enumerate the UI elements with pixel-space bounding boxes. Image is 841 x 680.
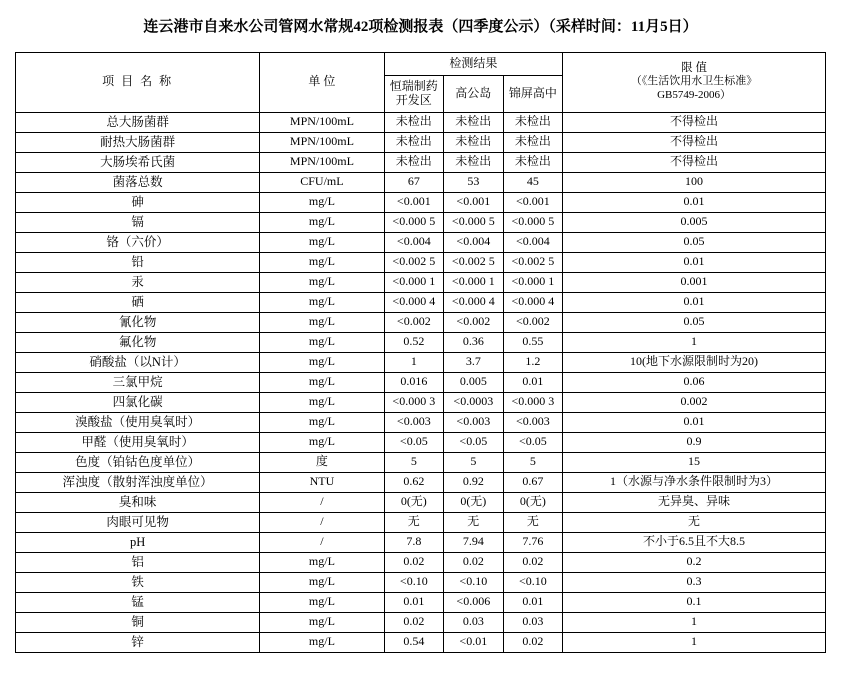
cell-item-name: 氟化物 [16,332,260,352]
table-body [16,112,826,652]
table-row [16,552,826,572]
cell-result-site-3: 0(无) [503,492,563,512]
cell-limit: 0.01 [563,412,826,432]
table-row [16,312,826,332]
column-header-item-name: 项 目 名 称 [16,52,260,112]
cell-result-site-2: <0.000 4 [444,292,504,312]
cell-unit: mg/L [260,552,384,572]
cell-result-site-1: <0.10 [384,572,444,592]
cell-limit: 0.3 [563,572,826,592]
table-row [16,412,826,432]
cell-item-name: 铬（六价） [16,232,260,252]
cell-unit: mg/L [260,412,384,432]
cell-result-site-3: 未检出 [503,112,563,132]
cell-item-name: 铁 [16,572,260,592]
cell-limit: 0.01 [563,252,826,272]
table-row [16,272,826,292]
cell-unit: mg/L [260,592,384,612]
table-row [16,112,826,132]
cell-limit: 0.002 [563,392,826,412]
cell-limit: 不得检出 [563,152,826,172]
cell-result-site-2: 未检出 [444,112,504,132]
cell-result-site-1: 0.02 [384,552,444,572]
cell-result-site-1: 67 [384,172,444,192]
cell-result-site-3: 0.55 [503,332,563,352]
cell-item-name: 臭和味 [16,492,260,512]
cell-item-name: 硒 [16,292,260,312]
cell-result-site-3: 0.03 [503,612,563,632]
table-row [16,452,826,472]
cell-item-name: 锰 [16,592,260,612]
cell-result-site-2: 5 [444,452,504,472]
cell-unit: mg/L [260,272,384,292]
cell-item-name: 四氯化碳 [16,392,260,412]
cell-item-name: 大肠埃希氏菌 [16,152,260,172]
cell-result-site-3: <0.004 [503,232,563,252]
cell-result-site-2: 未检出 [444,152,504,172]
table-row [16,192,826,212]
cell-limit: 1（水源与净水条件限制时为3） [563,472,826,492]
cell-result-site-2: <0.001 [444,192,504,212]
column-header-results-group: 检测结果 [384,52,563,75]
cell-result-site-2: <0.006 [444,592,504,612]
cell-result-site-1: 0(无) [384,492,444,512]
cell-result-site-3: <0.000 3 [503,392,563,412]
cell-limit: 15 [563,452,826,472]
table-row [16,592,826,612]
cell-result-site-1: <0.000 3 [384,392,444,412]
table-row [16,152,826,172]
cell-result-site-3: <0.002 [503,312,563,332]
cell-result-site-1: 0.02 [384,612,444,632]
cell-result-site-3: <0.000 1 [503,272,563,292]
cell-unit: mg/L [260,572,384,592]
cell-item-name: 甲醛（使用臭氧时） [16,432,260,452]
cell-result-site-1: 5 [384,452,444,472]
cell-result-site-2: <0.000 1 [444,272,504,292]
cell-item-name: 色度（铂钴色度单位） [16,452,260,472]
cell-result-site-1: 未检出 [384,112,444,132]
cell-result-site-3: 7.76 [503,532,563,552]
cell-unit: mg/L [260,612,384,632]
cell-limit: 0.01 [563,192,826,212]
cell-result-site-2: 53 [444,172,504,192]
cell-result-site-1: 0.52 [384,332,444,352]
cell-limit: 0.01 [563,292,826,312]
cell-result-site-3: <0.05 [503,432,563,452]
cell-item-name: 浑浊度（散射浑浊度单位） [16,472,260,492]
cell-limit: 0.2 [563,552,826,572]
cell-limit: 0.005 [563,212,826,232]
cell-limit: 0.1 [563,592,826,612]
cell-item-name: 三氯甲烷 [16,372,260,392]
cell-result-site-1: 未检出 [384,132,444,152]
cell-item-name: 溴酸盐（使用臭氧时） [16,412,260,432]
cell-unit: / [260,512,384,532]
cell-limit: 无异臭、异味 [563,492,826,512]
cell-unit: mg/L [260,332,384,352]
cell-result-site-2: 3.7 [444,352,504,372]
table-row [16,612,826,632]
cell-result-site-3: <0.002 5 [503,252,563,272]
column-header-unit: 单 位 [260,52,384,112]
cell-limit: 1 [563,332,826,352]
table-row [16,352,826,372]
cell-result-site-2: <0.004 [444,232,504,252]
cell-result-site-2: <0.05 [444,432,504,452]
cell-result-site-1: <0.002 5 [384,252,444,272]
cell-unit: CFU/mL [260,172,384,192]
cell-limit: 0.9 [563,432,826,452]
cell-result-site-3: 0.01 [503,372,563,392]
table-row [16,292,826,312]
cell-limit: 不小于6.5且不大8.5 [563,532,826,552]
page-title: 连云港市自来水公司管网水常规42项检测报表（四季度公示）（采样时间：11月5日） [143,19,698,35]
cell-unit: mg/L [260,632,384,652]
cell-result-site-1: <0.000 1 [384,272,444,292]
cell-unit: mg/L [260,372,384,392]
cell-unit: mg/L [260,212,384,232]
table-row [16,332,826,352]
cell-result-site-1: <0.05 [384,432,444,452]
cell-result-site-1: <0.004 [384,232,444,252]
cell-item-name: 耐热大肠菌群 [16,132,260,152]
cell-limit: 0.05 [563,312,826,332]
cell-result-site-1: 0.016 [384,372,444,392]
cell-result-site-1: 未检出 [384,152,444,172]
cell-result-site-2: <0.10 [444,572,504,592]
table-row [16,632,826,652]
cell-unit: mg/L [260,312,384,332]
cell-item-name: 氰化物 [16,312,260,332]
cell-limit: 不得检出 [563,132,826,152]
cell-unit: mg/L [260,432,384,452]
cell-item-name: 铅 [16,252,260,272]
limit-standard-line2: GB5749-2006） [657,89,732,102]
cell-result-site-2: <0.01 [444,632,504,652]
cell-unit: mg/L [260,252,384,272]
cell-result-site-2: <0.002 [444,312,504,332]
cell-result-site-3: 未检出 [503,132,563,152]
column-header-limit-group [563,52,826,112]
table-row [16,172,826,192]
table-row [16,532,826,552]
column-header-site-2: 高公岛 [444,75,504,112]
cell-unit: mg/L [260,232,384,252]
cell-result-site-1: 0.01 [384,592,444,612]
cell-unit: mg/L [260,292,384,312]
table-row [16,492,826,512]
cell-result-site-3: <0.003 [503,412,563,432]
cell-item-name: 总大肠菌群 [16,112,260,132]
cell-result-site-3: 未检出 [503,152,563,172]
cell-result-site-2: <0.002 5 [444,252,504,272]
table-row [16,432,826,452]
cell-result-site-2: 0(无) [444,492,504,512]
table-header-row-1 [16,52,826,75]
cell-item-name: 硝酸盐（以N计） [16,352,260,372]
cell-unit: MPN/100mL [260,132,384,152]
cell-unit: MPN/100mL [260,112,384,132]
cell-result-site-2: 0.92 [444,472,504,492]
cell-unit: NTU [260,472,384,492]
cell-result-site-3: <0.000 4 [503,292,563,312]
cell-result-site-1: <0.000 4 [384,292,444,312]
table-row [16,392,826,412]
cell-result-site-3: <0.10 [503,572,563,592]
cell-item-name: 菌落总数 [16,172,260,192]
cell-item-name: 铝 [16,552,260,572]
cell-limit: 不得检出 [563,112,826,132]
cell-item-name: 镉 [16,212,260,232]
table-row [16,572,826,592]
cell-item-name: 汞 [16,272,260,292]
cell-result-site-3: 无 [503,512,563,532]
cell-unit: mg/L [260,392,384,412]
limit-group-title: 限 值 [681,62,707,75]
cell-result-site-2: 无 [444,512,504,532]
cell-item-name: 锌 [16,632,260,652]
cell-result-site-3: 0.02 [503,632,563,652]
cell-result-site-1: 0.62 [384,472,444,492]
cell-unit: / [260,492,384,512]
cell-result-site-2: 0.36 [444,332,504,352]
cell-item-name: 肉眼可见物 [16,512,260,532]
cell-limit: 0.05 [563,232,826,252]
cell-result-site-2: 0.005 [444,372,504,392]
cell-limit: 100 [563,172,826,192]
table-row [16,512,826,532]
cell-result-site-1: 0.54 [384,632,444,652]
limit-standard-line1: （《生活饮用水卫生标准》 [630,75,758,88]
cell-unit: mg/L [260,352,384,372]
cell-result-site-3: 0.01 [503,592,563,612]
cell-limit: 10(地下水源限制时为20) [563,352,826,372]
water-quality-table [15,52,826,653]
cell-unit: / [260,532,384,552]
cell-result-site-2: 0.03 [444,612,504,632]
cell-limit: 0.001 [563,272,826,292]
cell-result-site-1: <0.000 5 [384,212,444,232]
cell-result-site-3: <0.001 [503,192,563,212]
cell-unit: MPN/100mL [260,152,384,172]
cell-result-site-3: <0.000 5 [503,212,563,232]
cell-limit: 1 [563,632,826,652]
cell-item-name: 砷 [16,192,260,212]
cell-result-site-1: 7.8 [384,532,444,552]
table-head [16,52,826,112]
cell-result-site-3: 0.67 [503,472,563,492]
cell-result-site-3: 1.2 [503,352,563,372]
cell-result-site-1: <0.002 [384,312,444,332]
cell-result-site-1: <0.003 [384,412,444,432]
cell-limit: 0.06 [563,372,826,392]
column-header-site-3: 锦屏高中 [503,75,563,112]
cell-result-site-1: <0.001 [384,192,444,212]
cell-result-site-3: 0.02 [503,552,563,572]
table-row [16,252,826,272]
column-header-site-1: 恒瑞制药开发区 [384,75,444,112]
cell-result-site-1: 1 [384,352,444,372]
table-row [16,212,826,232]
table-row [16,232,826,252]
cell-result-site-3: 5 [503,452,563,472]
cell-item-name: 铜 [16,612,260,632]
cell-unit: 度 [260,452,384,472]
cell-result-site-2: 0.02 [444,552,504,572]
cell-result-site-2: <0.003 [444,412,504,432]
cell-unit: mg/L [260,192,384,212]
cell-result-site-1: 无 [384,512,444,532]
cell-limit: 1 [563,612,826,632]
cell-result-site-2: 未检出 [444,132,504,152]
cell-result-site-2: <0.0003 [444,392,504,412]
table-row [16,472,826,492]
cell-result-site-2: 7.94 [444,532,504,552]
cell-result-site-3: 45 [503,172,563,192]
cell-result-site-2: <0.000 5 [444,212,504,232]
cell-limit: 无 [563,512,826,532]
cell-item-name: pH [16,532,260,552]
table-row [16,372,826,392]
table-row [16,132,826,152]
